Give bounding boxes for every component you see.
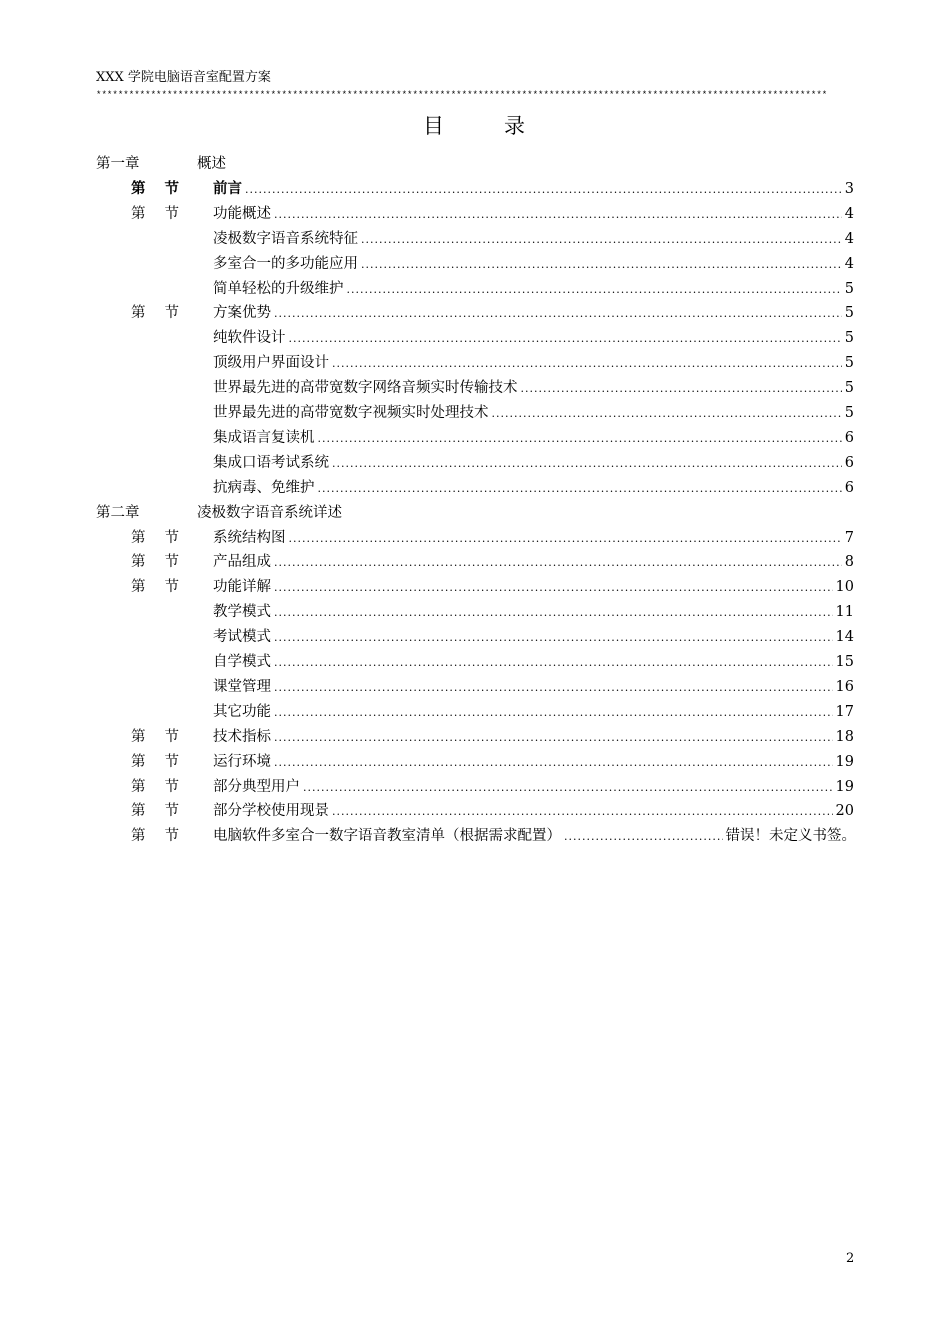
entry-page-number: 5 (844, 355, 854, 372)
section-label-first: 第 (131, 828, 146, 845)
section-label-second: 节 (164, 803, 179, 820)
section-label-first: 第 (131, 778, 146, 795)
toc-section-row[interactable] (0, 177, 950, 201)
entry-title: 教学模式 (213, 604, 271, 621)
toc-sub-row[interactable] (0, 252, 950, 276)
dot-leader (274, 651, 833, 675)
chapter-title: 凌极数字语音系统详述 (197, 504, 342, 521)
toc-sub-row[interactable] (0, 351, 950, 375)
entry-page-number: 16 (835, 678, 854, 695)
entry-page-number: 19 (835, 753, 854, 770)
section-label-first: 第 (131, 205, 146, 222)
toc-entry[interactable] (213, 426, 854, 451)
entry-title: 顶级用户界面设计 (213, 355, 329, 372)
toc-entry[interactable] (213, 575, 854, 600)
dot-leader (289, 527, 842, 551)
entry-title: 其它功能 (213, 703, 271, 720)
entry-page-number: 错误！未定义书签。 (725, 828, 856, 845)
entry-page-number: 5 (844, 380, 854, 397)
entry-page-number: 8 (844, 554, 854, 571)
section-label-second: 节 (164, 529, 179, 546)
toc-entry[interactable] (213, 401, 854, 426)
section-label (131, 750, 179, 774)
dot-leader (332, 452, 842, 476)
section-label-second: 节 (164, 554, 179, 571)
section-label (131, 824, 179, 848)
toc-title (0, 112, 950, 140)
toc-entry[interactable] (213, 476, 854, 501)
toc-title-right: 录 (504, 114, 527, 138)
toc-entry[interactable] (213, 550, 854, 575)
entry-title: 集成口语考试系统 (213, 454, 329, 471)
toc-entry[interactable] (213, 451, 854, 476)
dot-leader (245, 178, 842, 202)
entry-title: 系统结构图 (213, 529, 286, 546)
toc-entry[interactable] (213, 824, 856, 849)
entry-page-number: 6 (844, 479, 854, 496)
section-label-second: 节 (164, 305, 179, 322)
section-label-second: 节 (164, 753, 179, 770)
toc-section-row[interactable] (0, 725, 950, 749)
dot-leader (274, 302, 842, 326)
section-label-second: 节 (164, 828, 179, 845)
toc-entry[interactable] (213, 799, 854, 824)
toc-sub-row[interactable] (0, 600, 950, 624)
section-label-first: 第 (131, 179, 146, 197)
entry-page-number: 5 (844, 280, 854, 297)
toc-section-row[interactable] (0, 799, 950, 823)
toc-sub-row[interactable] (0, 700, 950, 724)
dot-leader (361, 228, 842, 252)
toc-entry[interactable] (213, 675, 854, 700)
toc-entry[interactable] (213, 351, 854, 376)
dot-leader (492, 402, 842, 426)
entry-title: 课堂管理 (213, 678, 271, 695)
entry-page-number: 14 (835, 629, 854, 646)
entry-page-number: 6 (844, 429, 854, 446)
entry-title: 技术指标 (213, 728, 271, 745)
section-label-first: 第 (131, 305, 146, 322)
toc-section-row[interactable] (0, 824, 950, 848)
toc-sub-row[interactable] (0, 401, 950, 425)
header-separator: ************************************************************************************************************************************** (96, 89, 828, 100)
entry-page-number: 18 (835, 728, 854, 745)
dot-leader (361, 253, 842, 277)
entry-page-number: 3 (844, 180, 854, 197)
entry-page-number: 4 (844, 230, 854, 247)
dot-leader (318, 427, 842, 451)
entry-page-number: 5 (844, 405, 854, 421)
section-label (131, 177, 179, 201)
dot-leader (303, 776, 833, 800)
toc-title-left: 目 (423, 114, 446, 138)
dot-leader (564, 825, 723, 849)
toc-entry[interactable] (213, 227, 854, 252)
entry-title: 产品组成 (213, 554, 271, 571)
entry-title: 世界最先进的高带宽数字网络音频实时传输技术 (213, 380, 518, 397)
entry-title: 抗病毒、免维护 (213, 479, 315, 496)
entry-title: 集成语言复读机 (213, 429, 315, 446)
toc-entry[interactable] (213, 725, 854, 750)
entry-page-number: 4 (844, 255, 854, 272)
entry-page-number: 7 (844, 529, 854, 546)
toc-entry[interactable] (213, 252, 854, 277)
section-label (131, 301, 179, 325)
page-number: 2 (846, 1251, 855, 1266)
dot-leader (274, 551, 842, 575)
dot-leader (347, 278, 842, 302)
section-label (131, 775, 179, 799)
section-label-second: 节 (164, 778, 179, 795)
toc-sub-row[interactable] (0, 625, 950, 649)
entry-title: 方案优势 (213, 305, 271, 322)
dot-leader (274, 601, 833, 625)
entry-title: 部分学校使用现景 (213, 803, 329, 820)
entry-title: 前言 (213, 179, 242, 197)
section-label-first: 第 (131, 579, 146, 596)
toc-entry[interactable] (213, 202, 854, 227)
toc-entry[interactable] (213, 750, 854, 775)
entry-page-number: 5 (844, 330, 854, 347)
toc-sub-row[interactable] (0, 650, 950, 674)
toc-sub-row[interactable] (0, 277, 950, 301)
toc-section-row[interactable] (0, 301, 950, 325)
entry-title: 简单轻松的升级维护 (213, 280, 344, 297)
section-label (131, 725, 179, 749)
entry-page-number: 5 (844, 305, 854, 322)
entry-title: 凌极数字语音系统特征 (213, 230, 358, 247)
dot-leader (521, 377, 842, 401)
toc-sub-row[interactable] (0, 675, 950, 699)
toc-section-row[interactable] (0, 526, 950, 550)
section-label-second: 节 (164, 579, 179, 596)
toc-section-row[interactable] (0, 775, 950, 799)
chapter-title: 概述 (197, 156, 226, 172)
entry-page-number: 19 (835, 778, 854, 795)
entry-page-number: 4 (844, 205, 854, 222)
dot-leader (274, 676, 833, 700)
dot-leader (274, 751, 833, 775)
toc-sub-row[interactable] (0, 227, 950, 251)
entry-title: 纯软件设计 (213, 330, 286, 347)
toc-entry[interactable] (213, 775, 854, 800)
entry-title: 电脑软件多室合一数字语音教室清单（根据需求配置） (213, 828, 561, 845)
chapter-label: 第一章 (96, 156, 140, 172)
toc-sub-row[interactable] (0, 426, 950, 450)
entry-title: 运行环境 (213, 753, 271, 770)
entry-title: 考试模式 (213, 629, 271, 646)
entry-title: 功能详解 (213, 579, 271, 596)
toc-section-row[interactable] (0, 550, 950, 574)
section-label (131, 799, 179, 823)
toc-sub-row[interactable] (0, 376, 950, 400)
section-label-first: 第 (131, 529, 146, 546)
chapter-label: 第二章 (96, 504, 140, 521)
entry-page-number: 20 (835, 803, 854, 820)
toc-section-row[interactable] (0, 750, 950, 774)
toc-sub-row[interactable] (0, 326, 950, 350)
toc-section-row[interactable] (0, 575, 950, 599)
dot-leader (318, 477, 842, 501)
dot-leader (274, 203, 842, 227)
section-label-second: 节 (164, 205, 179, 222)
dot-leader (274, 626, 833, 650)
section-label-second: 节 (164, 728, 179, 745)
toc-sub-row[interactable] (0, 451, 950, 475)
entry-page-number: 6 (844, 454, 854, 471)
entry-title: 多室合一的多功能应用 (213, 255, 358, 272)
toc-entry[interactable] (213, 700, 854, 725)
section-label (131, 526, 179, 550)
entry-page-number: 10 (835, 579, 854, 596)
entry-title: 世界最先进的高带宽数字视频实时处理技术 (213, 405, 489, 421)
toc-entry[interactable] (213, 177, 854, 202)
toc-section-row[interactable] (0, 202, 950, 226)
section-label-first: 第 (131, 728, 146, 745)
document-header-title: XXX 学院电脑语音室配置方案 (96, 70, 271, 85)
section-label-first: 第 (131, 803, 146, 820)
toc-entry[interactable] (213, 650, 854, 675)
section-label (131, 550, 179, 574)
section-label (131, 202, 179, 226)
toc-entry[interactable] (213, 526, 854, 551)
entry-page-number: 11 (835, 604, 854, 621)
toc-sub-row[interactable] (0, 476, 950, 500)
dot-leader (274, 726, 833, 750)
entry-title: 部分典型用户 (213, 778, 300, 795)
dot-leader (274, 576, 833, 600)
entry-title: 自学模式 (213, 654, 271, 670)
toc-entry[interactable] (213, 600, 854, 625)
section-label-first: 第 (131, 554, 146, 571)
toc-entry[interactable] (213, 625, 854, 650)
section-label-first: 第 (131, 753, 146, 770)
dot-leader (332, 800, 833, 824)
section-label-second: 节 (164, 179, 179, 197)
toc-entry[interactable] (213, 277, 854, 302)
entry-title: 功能概述 (213, 205, 271, 222)
entry-page-number: 17 (835, 703, 854, 720)
toc-entry[interactable] (213, 301, 854, 326)
toc-entry[interactable] (213, 376, 854, 401)
toc-chapter-row[interactable] (0, 501, 950, 525)
dot-leader (289, 327, 842, 351)
section-label (131, 575, 179, 599)
dot-leader (274, 701, 833, 725)
dot-leader (332, 352, 842, 376)
toc-entry[interactable] (213, 326, 854, 351)
toc-chapter-row[interactable] (0, 152, 950, 176)
entry-page-number: 15 (835, 654, 854, 670)
